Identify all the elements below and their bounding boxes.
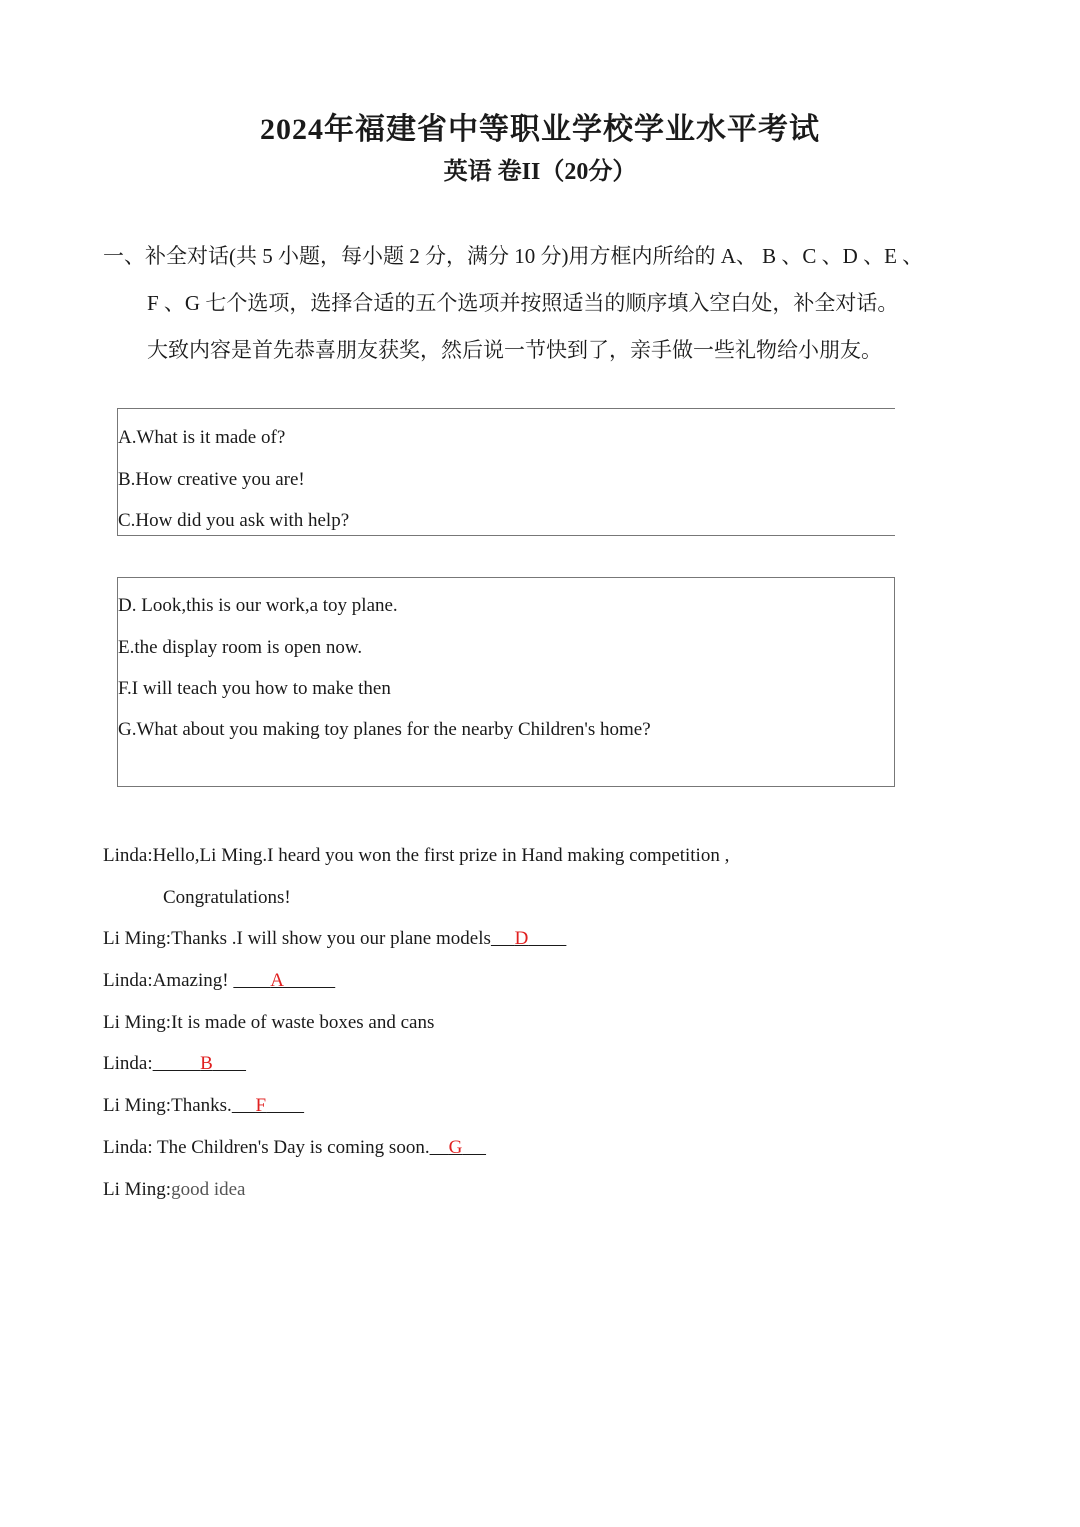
dialogue-text: Li Ming:Thanks. — [103, 1095, 232, 1116]
dialogue-line-4 — [103, 971, 335, 990]
dialogue-line-3 — [103, 929, 566, 948]
dialogue-text: Li Ming: — [103, 1179, 172, 1200]
answer-value: D — [514, 928, 529, 949]
dialogue-text: Li Ming:It is made of waste boxes and cans — [103, 1012, 435, 1033]
answer-blank-1[interactable] — [491, 929, 566, 948]
options-box-defg — [117, 577, 895, 787]
dialogue-line-5 — [103, 1013, 434, 1032]
dialogue-line-6 — [103, 1054, 246, 1073]
options-box-abc — [117, 408, 895, 536]
option-c: C.How did you ask with help? — [118, 510, 350, 531]
answer-value: G — [448, 1137, 463, 1158]
option-d: D. Look,this is our work,a toy plane. — [118, 595, 398, 616]
dialogue-line-8 — [103, 1138, 486, 1157]
dialogue-text: Linda:Amazing! — [103, 970, 234, 991]
answer-value: A — [270, 970, 283, 991]
answer-value: F — [255, 1095, 267, 1116]
answer-blank-2[interactable] — [233, 971, 335, 990]
dialogue-text: Li Ming:Thanks .I will show you our plane models — [103, 928, 491, 949]
dialogue-line-2 — [163, 888, 291, 907]
exam-subtitle: 英语 卷II（20分） — [443, 159, 637, 185]
instruction-line-3: 大致内容是首先恭喜朋友获奖，然后说一节快到了，亲手做一些礼物给小朋友。 — [147, 338, 882, 362]
dialogue-text: Congratulations! — [163, 887, 291, 908]
answer-blank-5[interactable] — [430, 1138, 486, 1157]
answer-value: B — [200, 1053, 213, 1074]
exam-title: 2024年福建省中等职业学校学业水平考试 — [260, 113, 820, 146]
answer-blank-4[interactable] — [232, 1096, 304, 1115]
dialogue-line-9 — [103, 1180, 246, 1199]
option-g: G.What about you making toy planes for the nearby Children's home? — [118, 719, 651, 740]
instruction-line-1: 一、补全对话(共 5 小题，每小题 2 分，满分 10 分)用方框内所给的 A、 B 、C 、D 、E 、 — [103, 244, 924, 268]
dialogue-text: Linda: The Children's Day is coming soon. — [103, 1137, 430, 1158]
answer-blank-3[interactable] — [153, 1054, 246, 1073]
dialogue-line-1 — [103, 846, 729, 865]
option-b: B.How creative you are! — [118, 469, 305, 490]
dialogue-text: Linda: — [103, 1053, 153, 1074]
dialogue-line-7 — [103, 1096, 304, 1115]
dialogue-text: Linda:Hello,Li Ming.I heard you won the first prize in Hand making competition , — [103, 845, 730, 866]
option-f: F.I will teach you how to make then — [118, 678, 391, 699]
option-a: A.What is it made of? — [118, 427, 286, 448]
instruction-line-2: F 、G 七个选项，选择合适的五个选项并按照适当的顺序填入空白处，补全对话。 — [147, 291, 899, 315]
option-e: E.the display room is open now. — [118, 637, 363, 658]
dialogue-answer-text: good idea — [171, 1179, 246, 1200]
